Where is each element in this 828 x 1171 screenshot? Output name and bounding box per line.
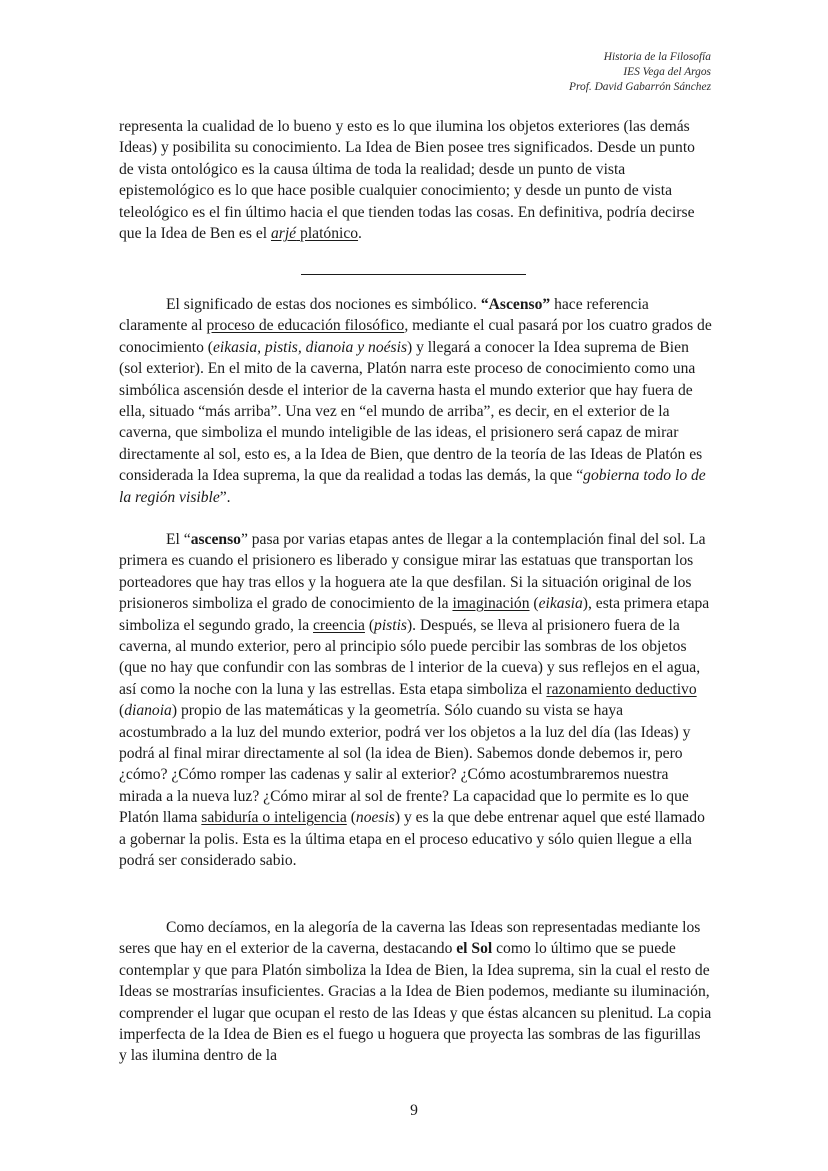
gobierna-quote: gobierna todo lo de la región visible xyxy=(119,467,706,506)
proceso-educacion-term: proceso de educación filosófico xyxy=(206,317,405,335)
grados-conocimiento-term: eikasia, pistis, dianoia y noésis xyxy=(212,338,408,356)
ascenso-bold: ascenso xyxy=(190,531,241,548)
header-course: Historia de la Filosofía xyxy=(603,51,711,63)
creencia-term: creencia xyxy=(313,616,365,634)
ascenso-term: “Ascenso” xyxy=(480,296,551,313)
paragraph-ascenso: El significado de estas dos nociones es simbólico. “Ascenso” hace referencia claramente al proceso de educación filosófico, mediante el cual pasará por los cuatro grados de conocimiento (eikasia, pistis, dianoia y noésis) y llegará a conocer la Idea suprema de Bien (sol exterior). En el mito de la caverna, Platón narra este proceso de conocimiento como una simbólica ascensión desde el interior de la caverna hasta el mundo exterior que hay fuera de ella, situado “más arriba”. Una vez en “el mundo de arriba”, es decir, en el exterior de la caverna, que simboliza el mundo inteligible de las ideas, el prisionero será capaz de mirar directamente al sol, esto es, a la Idea de Bien, que dentro de la teoría de las Ideas de Platón es considerada la Idea suprema, la que da realidad a todas las demás, la que “gobierna todo lo de la región visible”. xyxy=(119,296,712,506)
header-teacher: Prof. David Gabarrón Sánchez xyxy=(569,81,711,93)
header-school: IES Vega del Argos xyxy=(623,66,711,78)
eikasia-term: eikasia xyxy=(538,595,583,613)
arje-term: arjé xyxy=(270,225,297,243)
sabiduria-term: sabiduría o inteligencia xyxy=(201,809,347,827)
imaginacion-term: imaginación xyxy=(452,595,530,613)
paragraph-etapas: El “ascenso” pasa por varias etapas antes de llegar a la contemplación final del sol. La primera es cuando el prisionero es liberado y consigue mirar las estatuas que transportan los porteadores que hay tras ellos y la hoguera ate la que desfilan. Si la situación original de los prisioneros simboliza el grado de conocimiento de la imaginación (eikasia), esta primera etapa simboliza el segundo grado, la creencia (pistis). Después, se lleva al prisionero fuera de la caverna, al mundo exterior, pero al principio sólo puede percibir las sombras de los objetos (que no hay que confundir con las sombras de l interior de la cueva) y sus reflejos en el agua, así como la noche con la luna y las estrellas. Esta etapa simboliza el razonamiento deductivo (dianoia) propio de las matemáticas y la geometría. Sólo cuando su vista se haya acostumbrado a la luz del mundo exterior, podrá ver los objetos a la luz del día (las Ideas) y podrá al final mirar directamente al sol (la idea de Bien). Sabemos donde debemos ir, pero ¿cómo? ¿Cómo romper las cadenas y salir al exterior? ¿Cómo acostumbraremos nuestra mirada a la nueva luz? ¿Cómo mirar al sol de frente? La capacidad que lo permite es lo que Platón llama sabiduría o inteligencia (noesis) y es la que debe entrenar aquel que esté llamado a gobernar la polis. Esta es la última etapa en el proceso educativo y sólo quien llegue a ella podrá ser considerado sabio. xyxy=(119,531,710,870)
noesis-term: noesis xyxy=(355,809,395,827)
paragraph-sol: Como decíamos, en la alegoría de la caverna las Ideas son representadas mediante los seres que hay en el exterior de la caverna, destacando el Sol como lo último que se puede contemplar y que para Platón simboliza la Idea de Bien, la Idea suprema, sin la cual el resto de Ideas se mostrarías insuficientes. Gracias a la Idea de Bien podemos, mediante su iluminación, comprender el lugar que ocupan el resto de las Ideas y que éstas alcancen su plenitud. La copia imperfecta de la Idea de Bien es el fuego u hoguera que proyecta las sombras de las figurillas y las ilumina dentro de la xyxy=(119,919,712,1065)
paragraph-idea-de-bien: representa la cualidad de lo bueno y esto es lo que ilumina los objetos exteriores (las demás Ideas) y posibilita su conocimiento. La Idea de Bien posee tres significados. Desde un punto de vista ontológico es la causa última de toda la realidad; desde un punto de vista epistemológico es lo que hace posible cualquier conocimiento; y desde un punto de vista teleológico es el fin último hacia el que tienden todas las cosas. En definitiva, podría decirse que la Idea de Ben es el arjé platónico. xyxy=(119,118,695,243)
platonico-term: platónico xyxy=(300,225,359,243)
dianoia-term: dianoia xyxy=(124,702,172,720)
page-header xyxy=(569,50,711,95)
el-sol-term: el Sol xyxy=(456,940,493,958)
section-divider xyxy=(301,274,526,275)
pistis-term: pistis xyxy=(374,616,407,634)
page-number: 9 xyxy=(410,1102,418,1119)
razonamiento-deductivo-term: razonamiento deductivo xyxy=(546,680,697,698)
